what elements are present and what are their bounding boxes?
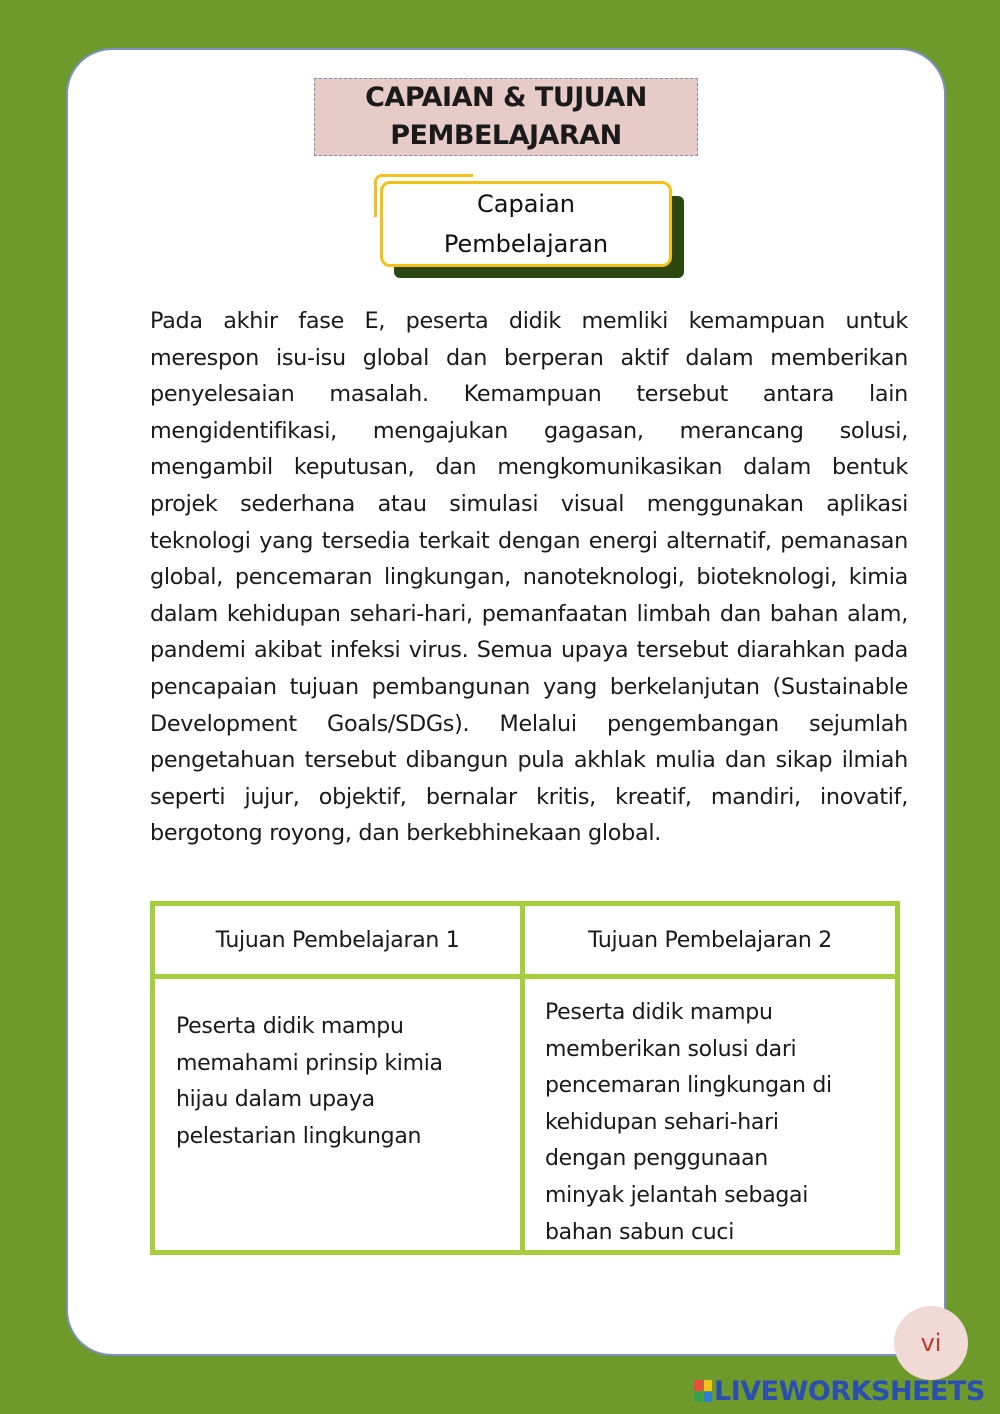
section-heading-line1: Capaian [477,190,575,218]
page-number-badge [894,1306,968,1380]
page-number: vi [920,1329,942,1357]
learning-goals-table [150,901,900,1255]
section-heading-line2: Pembelajaran [443,230,609,258]
page-title-line2: PEMBELAJARAN [390,120,622,151]
goal-2-text: Peserta didik mampu memberikan solusi dari pencemaran lingkungan di kehidupan sehari-hari dengan penggunaan minyak jelantah sebagai bahan sabun cuci [545,1000,832,1245]
table-header-cell [155,906,525,979]
page-title [314,78,698,156]
liveworksheets-logo-icon [694,1380,712,1402]
table-header-cell [525,906,895,979]
table-body-cell [155,979,525,1251]
goal-1-text: Peserta didik mampu memahami prinsip kimia hijau dalam upaya pelestarian lingkungan [176,1014,443,1149]
table-body-cell [525,979,895,1251]
goal-2-header: Tujuan Pembelajaran 2 [588,927,832,953]
liveworksheets-brand [694,1374,985,1408]
page-title-line1: CAPAIAN & TUJUAN [365,82,647,113]
goal-1-header: Tujuan Pembelajaran 1 [215,927,460,953]
section-heading-capaian [380,181,672,267]
brand-text: LIVEWORKSHEETS [714,1375,985,1407]
capaian-paragraph: Pada akhir fase E, peserta didik memliki kemampuan untuk merespon isu-isu global dan berperan aktif dalam memberikan penyelesaian masalah. Kemampuan tersebut antara lain mengidentifikasi, mengajukan gagasan, merancang solusi, mengambil keputusan, dan mengkomunikasikan dalam bentuk projek sederhana atau simulasi visual menggunakan aplikasi teknologi yang tersedia terkait dengan energi alternatif, pemanasan global, pencemaran lingkungan, nanoteknologi, bioteknologi, kimia dalam kehidupan sehari-hari, pemanfaatan limbah dan bahan alam, pandemi akibat infeksi virus. Semua upaya tersebut diarahkan pada pencapaian tujuan pembangunan yang berkelanjutan (Sustainable Development Goals/SDGs). Melalui pengembangan sejumlah pengetahuan tersebut dibangun pula akhlak mulia dan sikap ilmiah seperti jujur, objektif, bernalar kritis, kreatif, mandiri, inovatif, bergotong royong, dan berkebhinekaan global. [150,308,908,847]
